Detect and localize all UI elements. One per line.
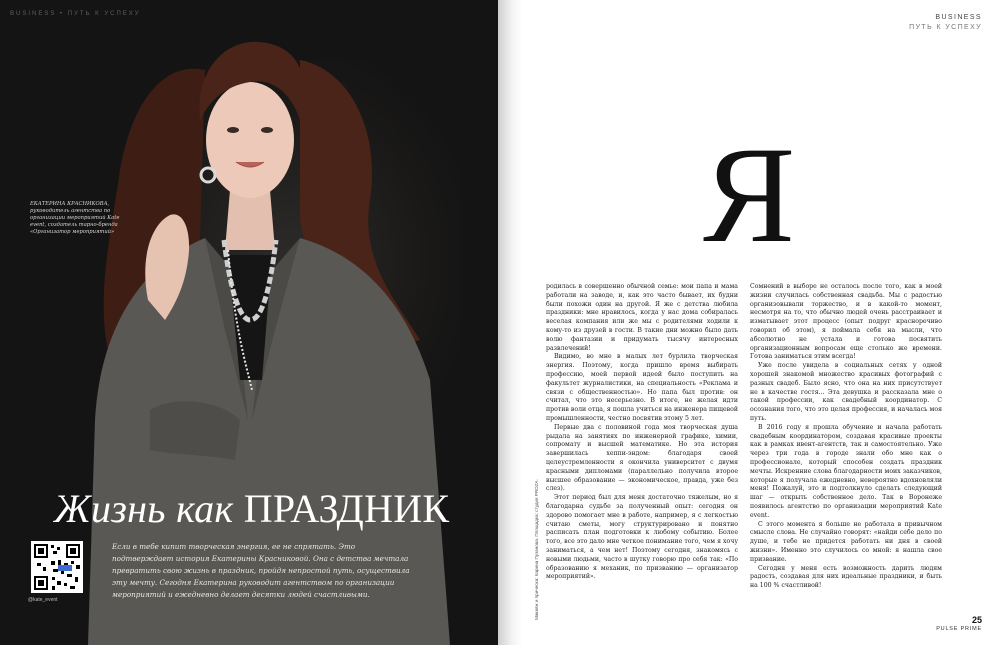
paragraph: С этого момента я больше не работала в привычном смысле слова. Не случайно говорят: «найди себе дело по душе, и тебе не придется работать ни дня в своей жизни». Именно это случилось со мной: я нашла свое призвание. [750, 520, 942, 563]
text-column-right [750, 283, 942, 613]
text-column-left [546, 283, 738, 613]
qr-handle: @kate_event [28, 597, 58, 603]
qr-code-icon[interactable] [31, 541, 83, 593]
section-mark: BUSINESS • ПУТЬ К УСПЕХУ [10, 11, 141, 17]
drop-cap: Я [703, 118, 796, 271]
paragraph: Этот период был для меня достаточно тяжелым, но я благодарна судьбе за полученный опыт: сегодня он здорово помогает мне в работе, например, я с легкостью считаю сметы, могу структурировано и понятно расписать план подготовки к любому событию. Более того, все это дало мне четкое понимание того, чем я хочу заниматься, а чем нет! Поэтому сегодня, знакомясь с новыми людьми, часто в шутку говорю про себя так: «По образованию я механик, по призванию — организатор мероприятий». [546, 494, 738, 581]
running-header [909, 13, 982, 33]
right-page [498, 0, 995, 645]
photo-caption [30, 201, 130, 236]
lead-paragraph: Если в тебе кипит творческая энергия, ее не спрятать. Это подтверждает история Екатерины Красниковой. Она с детства мечтала превратить свою жизнь в праздник, пройдя непростой путь, осуществила эту мечту. Сегодня Екатерина руководит агентством по организации мероприятий и ежедневно делает десятки людей счастливыми. [112, 542, 410, 599]
paragraph: Сомнений в выборе не осталось после того, как в моей жизни случилась собственная свадьба. Мы с радостью организовывали торжество, и в какой-то момент, несмотря на то, что обычно людей очень расстраивает и изматывает этот процесс (опыт подруг красноречиво говорил об этом), я поймала себя на мысли, что абсолютно не устала и готова посвятить организационным вопросам еще столько же времени. Готова заниматься этим всегда! [750, 283, 942, 361]
paragraph: Первые два с половиной года моя творческая душа рыдала на занятиях по инженерной графике, химии, сопромату и высшей математике. Но эта история завершилась хеппи-эндом: благодаря своей целеустремленности я окончила университет с двумя красными дипломами (параллельно получила второе высшее образование — экономическое, правда, уже без слез). [546, 423, 738, 493]
headline-caps: ПРАЗДНИК [243, 486, 450, 531]
header-subsection: ПУТЬ К УСПЕХУ [909, 24, 982, 31]
magazine-folio: PULSE PRIME [936, 626, 982, 632]
page-number: 25 [971, 615, 982, 625]
caption-text: руководитель агентства по организации мероприятий Kate event, создатель тарно-бренда «Организатор мероприятий» [30, 208, 120, 235]
paragraph: В 2016 году я прошла обучение и начала работать свадебным координатором, создавая красивые проекты как в рамках ивент-агентств, так и самостоятельно. Уже через три года в городе знали обо мне как о профессионале, который способен создать праздник мечты. Искренние слова благодарности моих заказчиков, которые я получала ежедневно, невероятно вдохновляли меня! Пожалуй, это и подтолкнуло сделать следующий шаг — открыть собственное дело. Так в Воронеже появилось агентство по организации мероприятий Kate event. [750, 423, 942, 519]
paragraph: Уже после увидела в социальных сетях у одной хорошей знакомой множество красивых фотографий с разных свадеб. Было ясно, что она на них присутствует не в качестве гостя... Эта девушка и рассказала мне о такой профессии, как свадебный координатор. С осознания того, что это целая профессия, и началась моя путь. [750, 362, 942, 422]
article-headline [54, 486, 494, 532]
caption-name: ЕКАТЕРИНА КРАСНИКОВА, [30, 201, 110, 207]
paragraph: родилась в совершенно обычной семье: мои папа и мама работали на заводе, и, как это часто бывает, их будни были похожи один на другой. Я же с детства любила праздники: мне нравилось, когда у нас дома собиралась веселая компания или же мы с родителями ходили к кому-то из друзей в гости. В такие дни можно было дать волю фантазии и придумать тысячу интересных развлечений! [546, 283, 738, 352]
headline-script: Жизнь как [54, 486, 234, 531]
header-section: BUSINESS [935, 14, 982, 21]
page-gutter [498, 0, 522, 645]
photo-credit: Макияж и прическа: Карина Пузанова. Площадка: студия PROZA. [534, 479, 539, 620]
paragraph: Сегодня у меня есть возможность дарить людям радость, создавая для них идеальные праздники, и быть на 100 % счастливой! [750, 564, 942, 590]
paragraph: Видимо, во мне в малых лет бурлила творческая энергия. Поэтому, когда пришло время выбирать профессию, моей первой идеей было поступить на факультет журналистики, на специальность «Реклама и связи с общественностью». Но папа был против: он считал, что это несерьезно. В итоге, не желая идти против воли отца, я пошла учиться на инженера пищевой промышленности, честно посвятив этому 5 лет. [546, 353, 738, 422]
